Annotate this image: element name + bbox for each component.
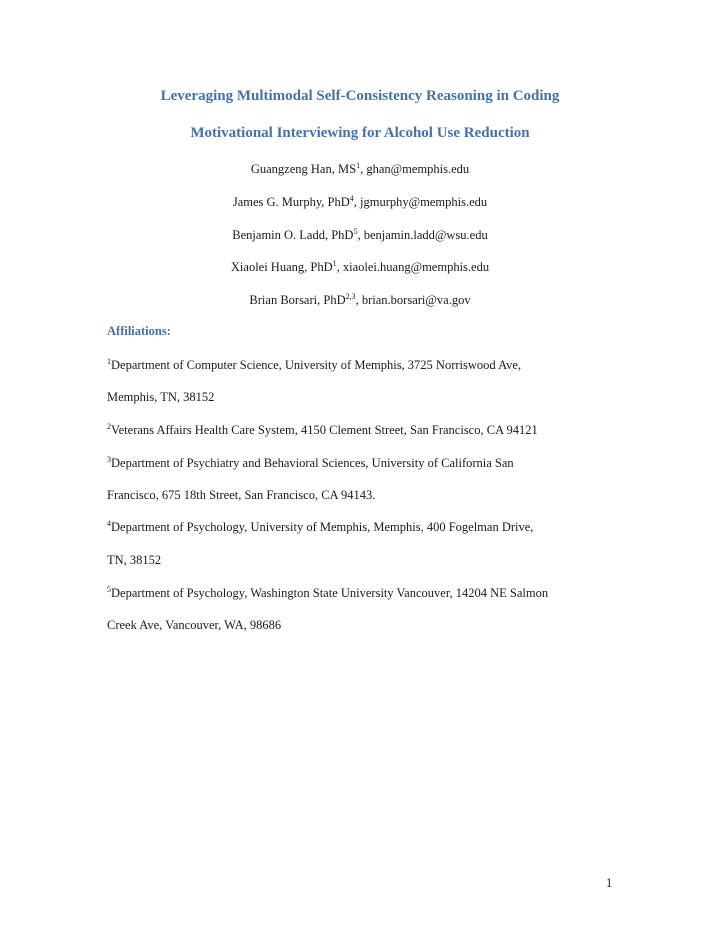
affiliation-line	[107, 422, 538, 438]
author-name: Guangzeng Han, MS	[250, 162, 357, 176]
author-affiliation-marker: 1	[332, 259, 337, 268]
author-line	[0, 227, 720, 243]
affiliation-text: Department of Psychology, University of Memphis, Memphis, 400 Fogelman Drive,	[111, 520, 534, 534]
affiliation-marker: 5	[107, 585, 111, 594]
affiliation-line	[107, 357, 521, 373]
affiliation-line-continued: Creek Ave, Vancouver, WA, 98686	[107, 618, 282, 632]
affiliation-text: Department of Psychology, Washington State University Vancouver, 14204 NE Salmon	[111, 586, 549, 600]
affiliation-marker: 3	[107, 455, 111, 464]
affiliation-marker: 2	[107, 422, 111, 431]
author-affiliation-marker: 5	[353, 227, 358, 236]
author-affiliation-marker: 2,3	[345, 292, 356, 301]
paper-title-line-2: Motivational Interviewing for Alcohol Use Reduction	[190, 125, 530, 141]
affiliation-marker: 1	[107, 357, 111, 366]
author-line	[0, 259, 720, 275]
page-number: 1	[606, 876, 613, 890]
affiliation-line	[107, 585, 548, 601]
paper-title-line-1: Leveraging Multimodal Self-Consistency Reasoning in Coding	[160, 88, 560, 104]
author-affiliation-marker: 1	[356, 161, 361, 170]
author-name: Benjamin O. Ladd, PhD	[232, 228, 354, 242]
author-name: Brian Borsari, PhD	[249, 293, 346, 307]
author-email: , xiaolei.huang@memphis.edu	[336, 260, 490, 274]
affiliation-line-continued: Francisco, 675 18th Street, San Francisco, CA 94143.	[107, 488, 376, 502]
affiliation-line-continued: Memphis, TN, 38152	[107, 390, 215, 404]
affiliation-line	[107, 455, 514, 471]
author-email: , brian.borsari@va.gov	[355, 293, 471, 307]
author-email: , ghan@memphis.edu	[360, 162, 470, 176]
author-name: Xiaolei Huang, PhD	[230, 260, 333, 274]
author-line	[0, 292, 720, 308]
affiliation-text: Veterans Affairs Health Care System, 4150 Clement Street, San Francisco, CA 94121	[111, 423, 538, 437]
author-affiliation-marker: 4	[349, 194, 354, 203]
affiliation-marker: 4	[107, 519, 111, 528]
author-email: , jgmurphy@memphis.edu	[353, 195, 488, 209]
affiliations-heading: Affiliations:	[107, 324, 171, 338]
author-email: , benjamin.ladd@wsu.edu	[357, 228, 488, 242]
affiliation-line-continued: TN, 38152	[107, 553, 162, 567]
affiliation-line	[107, 519, 533, 535]
author-line	[0, 194, 720, 210]
affiliation-text: Department of Psychiatry and Behavioral Sciences, University of California San	[111, 456, 514, 470]
affiliation-text: Department of Computer Science, University of Memphis, 3725 Norriswood Ave,	[111, 358, 522, 372]
author-name: James G. Murphy, PhD	[232, 195, 350, 209]
author-line	[0, 161, 720, 177]
